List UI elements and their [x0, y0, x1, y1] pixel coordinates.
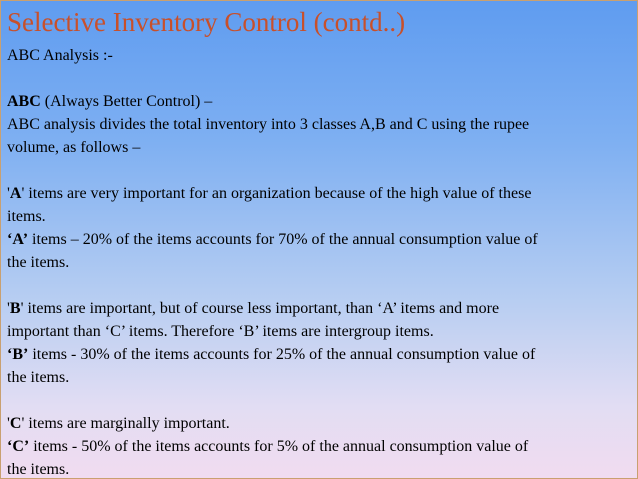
c-share-line-1 — [7, 435, 633, 458]
a-share-text: items – 20% of the items accounts for 70% of the annual consumption value of — [28, 231, 538, 248]
a-share-line-1 — [7, 228, 633, 251]
b-share-text: items - 30% of the items accounts for 25% of the annual consumption value of — [28, 346, 536, 363]
a-description-line-1 — [7, 182, 633, 205]
c-description-line-1 — [7, 412, 633, 435]
abc-expansion: (Always Better Control) – — [40, 93, 213, 110]
b-description-line-1 — [7, 297, 633, 320]
spacer — [7, 67, 633, 90]
intro-line-2: volume, as follows – — [7, 139, 141, 156]
a-description-line-2: items. — [7, 208, 46, 225]
subtitle: ABC Analysis :- — [7, 47, 113, 64]
b-letter: B — [9, 300, 21, 317]
a-label: 'A' — [7, 185, 25, 202]
b-label: 'B' — [7, 300, 24, 317]
b-label-quoted: ‘B’ — [7, 346, 29, 363]
b-share-line-2: the items. — [7, 369, 70, 386]
c-description-text: items are marginally important. — [24, 415, 230, 432]
c-letter: C — [9, 415, 22, 432]
a-share-line-2: the items. — [7, 254, 70, 271]
abc-term: ABC — [7, 93, 41, 110]
abc-heading — [7, 90, 633, 113]
a-description-text: items are very important for an organization because of the high value of these — [24, 185, 532, 202]
slide-body — [7, 44, 633, 479]
intro-line-1: ABC analysis divides the total inventory into 3 classes A,B and C using the rupee — [7, 116, 530, 133]
slide-title: Selective Inventory Control (contd..) — [7, 7, 406, 37]
a-label-quoted: ‘A’ — [7, 231, 29, 248]
spacer — [7, 159, 633, 182]
b-share-line-1 — [7, 343, 633, 366]
b-description-line-2: important than ‘C’ items. Therefore ‘B’ items are intergroup items. — [7, 323, 434, 340]
b-description-text: items are important, but of course less important, than ‘A’ items and more — [23, 300, 500, 317]
c-label-quoted: ‘C’ — [7, 438, 30, 455]
spacer — [7, 389, 633, 412]
a-letter: A — [9, 185, 22, 202]
c-share-line-2: the items. — [7, 461, 70, 478]
c-label: 'C' — [7, 415, 25, 432]
spacer — [7, 274, 633, 297]
c-share-text: items - 50% of the items accounts for 5% of the annual consumption value of — [29, 438, 529, 455]
